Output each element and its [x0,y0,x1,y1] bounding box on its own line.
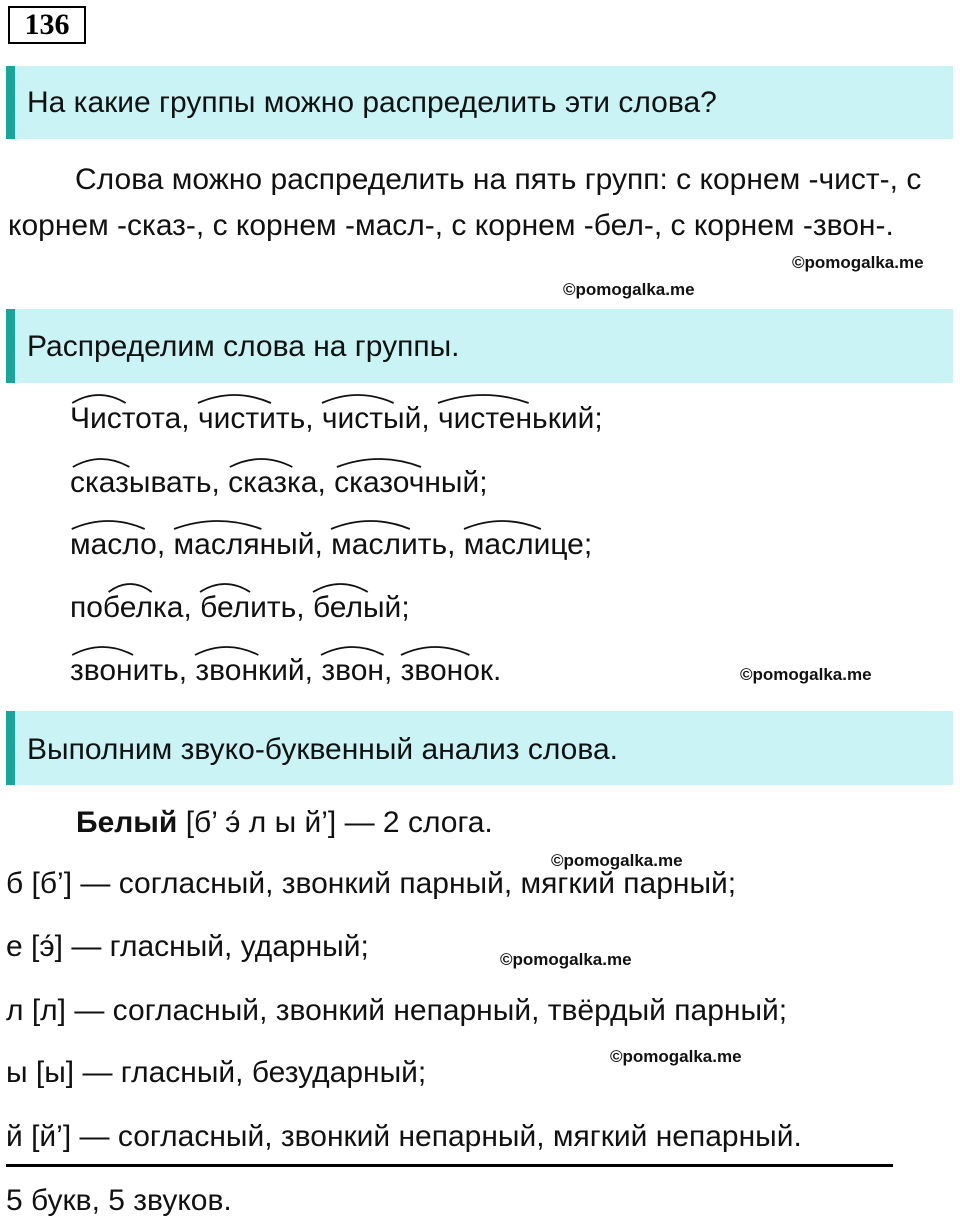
word: сказывать [70,466,211,500]
root-arc-path [401,647,469,655]
root-arc [70,578,183,594]
root-arc-path [174,521,261,529]
analysis-line-e: е [э́] — гласный, ударный; [6,930,369,963]
root-arc-path [72,395,125,403]
summary: 5 букв, 5 звуков. [6,1184,232,1217]
analysis-line-y: ы [ы] — гласный, безударный; [6,1056,427,1089]
root-arc [321,641,384,657]
punctuation: , [183,591,201,624]
root-arc-path [73,459,130,467]
punctuation: , [383,654,401,687]
word-group-skaz [70,466,488,500]
root-arc [322,389,421,405]
root-arc-path [198,395,271,403]
word-group-zvon [70,654,501,688]
word: звон [321,654,384,688]
punctuation: , [305,402,322,435]
root-arc [334,453,479,469]
root-arc-path [331,521,410,529]
root-arc-path [230,459,293,467]
word: звонить [70,654,179,688]
word: масло [70,528,157,562]
root-arc [313,578,401,594]
punctuation: , [421,402,439,435]
analysis-heading [76,806,493,840]
root-arc [70,641,179,657]
analysis-line-b: б [б’] — согласный, звонкий парный, мягкий парный; [6,867,737,900]
watermark: ©pomogalka.me [792,253,924,272]
root-arc [438,389,594,405]
root-arc [174,515,315,531]
punctuation: , [156,528,174,561]
punctuation: , [181,402,198,435]
word: звонок [401,654,493,688]
word: маслить [331,528,447,562]
word-group-bel [70,591,410,625]
root-arc [198,389,305,405]
root-arc-path [438,395,529,403]
punctuation: ; [583,528,593,561]
analysis-line-l: л [л] — согласный, звонкий непарный, твёрдый парный; [6,994,788,1027]
root-arc-path [200,584,250,592]
watermark: ©pomogalka.me [740,665,872,684]
watermark: ©pomogalka.me [610,1047,742,1066]
analysis-transcription: [б’ э́ л ы й’] — 2 слога. [177,806,493,839]
root-arc [228,453,317,469]
punctuation: ; [594,402,603,435]
word: чистенький [438,402,594,436]
punctuation: , [447,528,464,561]
root-arc [195,641,304,657]
root-arc [200,578,296,594]
punctuation: , [296,591,313,624]
root-arc [70,389,181,405]
root-arc [464,515,584,531]
root-arc [401,641,493,657]
root-arc-path [337,459,421,467]
word: чистить [198,402,305,436]
word: сказочный [334,466,479,500]
word: сказка [228,466,317,500]
word: чистый [322,402,421,436]
word: масляный [174,528,315,562]
word: звонкий [195,654,304,688]
punctuation: , [178,654,196,687]
word: маслице [464,528,584,562]
word: белить [200,591,296,625]
watermark: ©pomogalka.me [500,950,632,969]
root-arc-path [195,647,258,655]
root-arc-path [109,584,152,592]
root-arc-path [464,521,541,529]
word-group-chist [70,402,603,436]
answer-paragraph: Слова можно распределить на пять групп: с корнем -чист-, с корнем -сказ-, с корнем -масл-, с корнем -бел-, с корнем -звон-. [8,163,922,242]
watermark: ©pomogalka.me [551,851,683,870]
punctuation: ; [401,591,410,624]
word: белый [313,591,401,625]
question-band: На какие группы можно распределить эти слова? [6,66,953,139]
punctuation: , [314,528,332,561]
word: Чистота [70,402,181,436]
root-arc-path [72,521,145,529]
analysis-word: Белый [76,806,178,839]
root-arc-path [322,395,394,403]
watermark: ©pomogalka.me [563,280,695,299]
task-number: 136 [8,6,86,44]
punctuation: , [211,466,229,499]
root-arc-path [321,647,384,655]
groups-band: Распределим слова на группы. [6,309,953,383]
word: побелка [70,591,183,625]
root-arc-path [313,584,368,592]
punctuation: , [317,466,335,499]
word-group-masl [70,528,592,562]
analysis-band: Выполним звуко-буквенный анализ слова. [6,711,953,785]
punctuation: ; [479,466,488,499]
divider-line [6,1164,893,1167]
root-arc-path [72,647,133,655]
root-arc [331,515,447,531]
root-arc [70,515,157,531]
root-arc [70,453,211,469]
analysis-line-j: й [й’] — согласный, звонкий непарный, мягкий непарный. [6,1120,802,1153]
punctuation: . [493,654,502,687]
punctuation: , [304,654,322,687]
